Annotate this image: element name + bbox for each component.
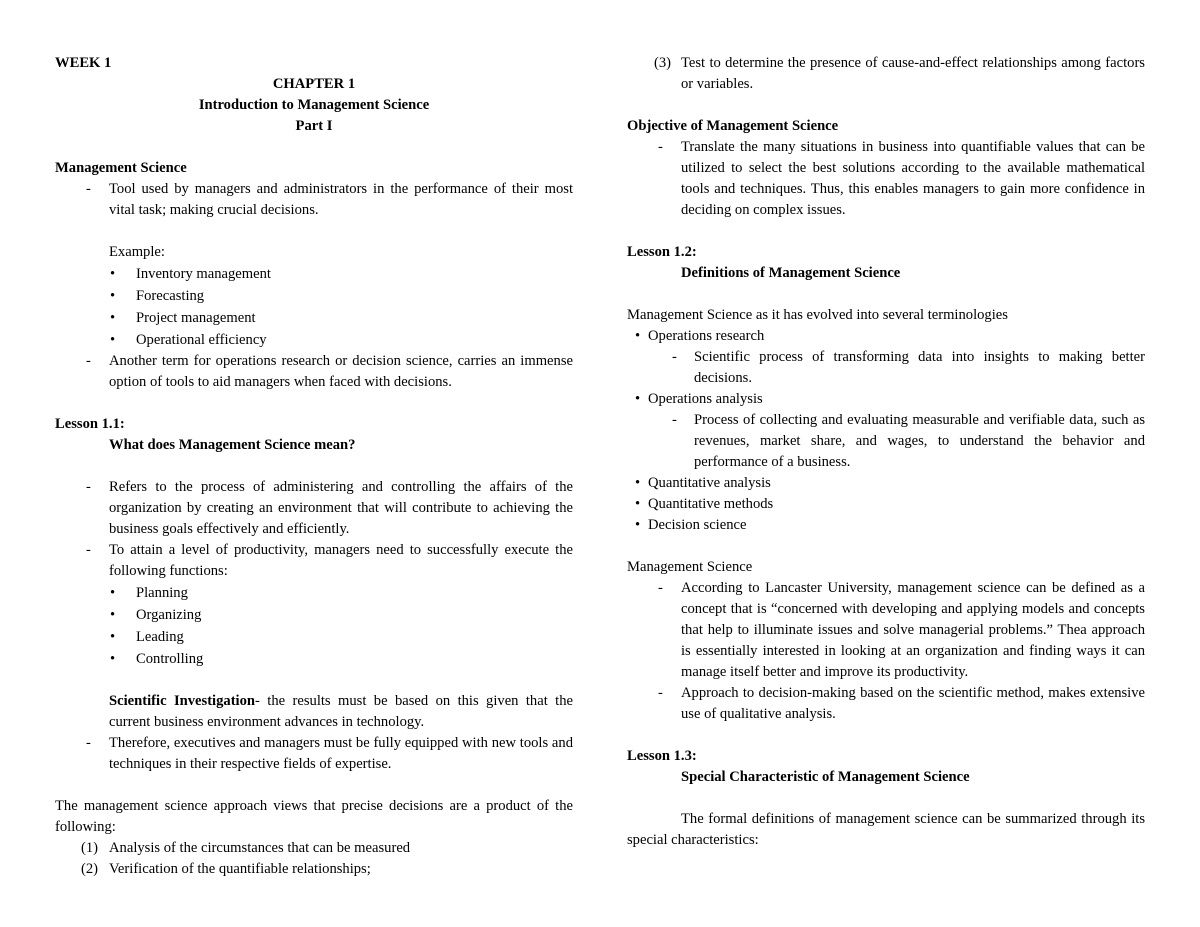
lesson-1-2-label: Lesson 1.2:: [627, 244, 697, 260]
evolved-text: Management Science as it has evolved into several terminologies: [627, 307, 1008, 323]
approach-list: [55, 838, 573, 880]
lesson-1-1-label: Lesson 1.1:: [55, 416, 125, 432]
objective-text: - Translate the many situations in business into quantifiable values that can be utilized to select the best solutions according to the available mathematical tools and techniques. Thus, this enables managers to gain more confidence in deciding on complex issues.: [627, 137, 1145, 221]
lancaster-definition: - According to Lancaster University, management science can be defined as a concept that is “concerned with developing and applying models and concepts that help to illuminate issues and solve managerial problems.” Thea approach is essentially interested in looking at an organization and finding ways it can manage itself better and improve its productivity.: [627, 578, 1145, 683]
chapter-label: CHAPTER 1: [272, 76, 356, 92]
ms-another-term: - Another term for operations research or decision science, carries an immense option of tools to aid managers when faced with decisions.: [55, 351, 573, 393]
week-label: WEEK 1: [55, 55, 112, 71]
lesson-1-1-title: What does Management Science mean?: [109, 437, 356, 453]
list-item: • Controlling: [109, 648, 573, 670]
lesson-1-2-title: Definitions of Management Science: [681, 265, 901, 281]
list-item: • Quantitative methods: [635, 494, 1145, 515]
list-item: • Inventory management: [109, 263, 573, 285]
functions-list: [55, 582, 573, 670]
list-item: • Quantitative analysis: [635, 473, 1145, 494]
list-item: • Decision science: [635, 515, 1145, 536]
example-label: Example:: [109, 244, 165, 260]
lesson-1-3-title: Special Characteristic of Management Science: [681, 769, 970, 785]
list-item: • Operations analysis - Process of collecting and evaluating measurable and verifiable data, such as revenues, market share, and wages, to understand the behavior and performance of a business.: [635, 389, 1145, 473]
list-item: • Organizing: [109, 604, 573, 626]
lesson-1-1-point-2: - To attain a level of productivity, managers need to successfully execute the following functions:: [55, 540, 573, 582]
scientific-investigation: [55, 691, 573, 733]
lesson-1-1-point-3: - Therefore, executives and managers must be fully equipped with new tools and techniques in their respective fields of expertise.: [55, 733, 573, 775]
ms-label: Management Science: [627, 559, 753, 575]
term-description: - Scientific process of transforming data into insights to making better decisions.: [648, 347, 1145, 389]
part-label: Part I: [295, 118, 333, 134]
right-column: [627, 53, 1145, 851]
list-item: • Forecasting: [109, 285, 573, 307]
list-item: (2) Verification of the quantifiable relationships;: [81, 861, 371, 877]
left-column: [55, 53, 573, 880]
list-item: (1) Analysis of the circumstances that can be measured: [81, 840, 411, 856]
term-description: - Process of collecting and evaluating measurable and verifiable data, such as revenues, market share, and wages, to understand the behavior and performance of a business.: [648, 410, 1145, 473]
objective-heading: Objective of Management Science: [627, 118, 839, 134]
list-item: • Operational efficiency: [109, 329, 573, 351]
approach-text: The management science approach views that precise decisions are a product of the following:: [55, 798, 573, 835]
scientific-investigation-label: Scientific Investigation: [109, 693, 256, 709]
decision-making-approach: - Approach to decision-making based on the scientific method, makes extensive use of qualitative analysis.: [627, 683, 1145, 725]
example-list: [55, 263, 573, 351]
list-item: • Leading: [109, 626, 573, 648]
chapter-title: Introduction to Management Science: [198, 97, 430, 113]
lesson-1-1-point-1: - Refers to the process of administering and controlling the affairs of the organization by creating an environment that will contribute to achieving the business goals effectively and efficiently.: [55, 477, 573, 540]
list-item: • Project management: [109, 307, 573, 329]
list-item: • Operations research - Scientific process of transforming data into insights to making better decisions.: [635, 326, 1145, 389]
ms-heading: Management Science: [55, 160, 187, 176]
formal-definitions-text: The formal definitions of management science can be summarized through its special characteristics:: [627, 811, 1145, 848]
lesson-1-3-label: Lesson 1.3:: [627, 748, 697, 764]
scientific-investigation-text: - the results must be based on this given that the current business environment advances in technology.: [109, 693, 573, 730]
ms-definition: - Tool used by managers and administrators in the performance of their most vital task; making crucial decisions.: [55, 179, 573, 221]
terminology-list: [627, 326, 1145, 536]
list-item: • Planning: [109, 582, 573, 604]
approach-item-3: (3) Test to determine the presence of cause-and-effect relationships among factors or variables.: [654, 55, 1145, 92]
